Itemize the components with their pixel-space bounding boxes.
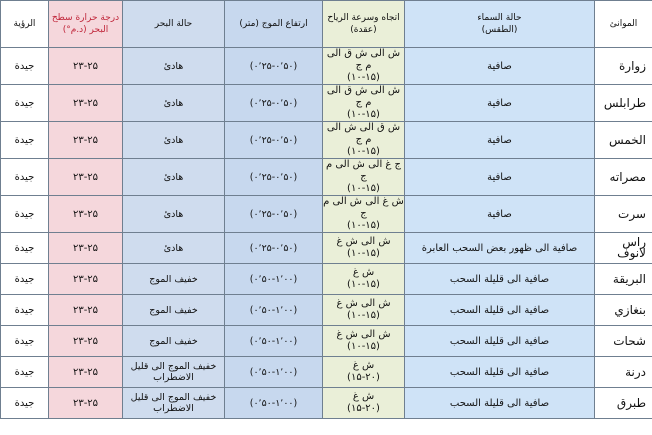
sky-condition: صافية الى ظهور بعض السحب العابرة (405, 233, 595, 264)
sea-state-line: خفيف الموج (149, 304, 198, 316)
sky-condition: صافية (405, 159, 595, 196)
sky-condition: صافية الى قليلة السحب (405, 264, 595, 295)
sky-condition: صافية الى قليلة السحب (405, 357, 595, 388)
table-row (1, 159, 652, 196)
header-sky-line-2: (الطقس) (481, 25, 518, 35)
sea-temperature: ۲۳-۲۵ (49, 159, 123, 196)
header-temp (49, 1, 123, 48)
wind-speed: (۱۰-۱۵) (347, 72, 380, 83)
port-name: طبرق (595, 388, 652, 419)
wind-cell (323, 233, 405, 264)
sea-state-line: خفيف الموج (149, 273, 198, 285)
table-row (1, 122, 652, 159)
wind-speed: (۱۰-۱۵) (347, 109, 380, 120)
port-name: راس لانوف (595, 233, 652, 264)
wind-cell (323, 326, 405, 357)
port-name: درنة (595, 357, 652, 388)
wind-speed: (۱۰-۱۵) (347, 341, 380, 352)
sea-state-line: هادئ (163, 208, 184, 220)
visibility: جيدة (1, 85, 49, 122)
wind-direction: ش غ (352, 360, 375, 371)
port-name: طرابلس (595, 85, 652, 122)
wind-direction: ش الى ش غ (336, 298, 391, 309)
sea-temperature: ۲۳-۲۵ (49, 122, 123, 159)
sea-temperature: ۲۳-۲۵ (49, 48, 123, 85)
wind-direction: ش الى ش غ (336, 236, 391, 247)
sky-condition: صافية الى قليلة السحب (405, 388, 595, 419)
visibility: جيدة (1, 233, 49, 264)
visibility: جيدة (1, 264, 49, 295)
header-sky-line-1: حالة السماء (477, 13, 522, 23)
table-row (1, 357, 652, 388)
wind-direction: ش الى ش غ (336, 329, 391, 340)
port-name: زوارة (595, 48, 652, 85)
sky-condition: صافية (405, 85, 595, 122)
visibility: جيدة (1, 48, 49, 85)
header-sky (405, 1, 595, 48)
wind-direction: ج غ الى ش الى م ج (325, 159, 402, 182)
wind-speed: (۱۰-۱۵) (347, 310, 380, 321)
visibility: جيدة (1, 122, 49, 159)
sea-state-line: الاضطراب (153, 372, 194, 383)
sea-temperature: ۲۳-۲۵ (49, 357, 123, 388)
visibility: جيدة (1, 159, 49, 196)
wind-speed: (۱۰-۱۵) (347, 146, 380, 157)
table-row (1, 264, 652, 295)
wind-cell (323, 388, 405, 419)
wind-speed: (۱۰-۱۵) (347, 248, 380, 259)
wind-cell (323, 122, 405, 159)
sea-state (123, 388, 225, 419)
sea-state (123, 233, 225, 264)
header-sea: حالة البحر (123, 1, 225, 48)
wave-height: (۰٬۲۵-۰٬۵۰) (225, 122, 323, 159)
sea-state-line: خفيف الموج الى قليل (130, 361, 217, 372)
sea-state (123, 159, 225, 196)
sea-state (123, 48, 225, 85)
forecast-rows (1, 48, 652, 419)
wave-height: (۰٬۵۰-۱٬۰۰) (225, 295, 323, 326)
header-temp-line-1: درجة حرارة سطح (51, 13, 120, 23)
sea-state (123, 326, 225, 357)
wind-direction: ش غ (352, 267, 375, 278)
sea-temperature: ۲۳-۲۵ (49, 326, 123, 357)
table-row (1, 85, 652, 122)
sky-condition: صافية (405, 122, 595, 159)
header-port: الموانئ (595, 1, 652, 48)
wind-cell (323, 295, 405, 326)
sea-state (123, 295, 225, 326)
wind-direction: ش الى ش ق الى م ج (326, 85, 401, 108)
sea-temperature: ۲۳-۲۵ (49, 295, 123, 326)
wind-cell (323, 264, 405, 295)
wind-direction: ش غ الى ش الى م ج (323, 196, 404, 219)
table-row (1, 388, 652, 419)
header-visibility: الرؤية (1, 1, 49, 48)
table-row (1, 295, 652, 326)
visibility: جيدة (1, 196, 49, 233)
port-name: الخمس (595, 122, 652, 159)
wind-cell (323, 48, 405, 85)
visibility: جيدة (1, 295, 49, 326)
wave-height: (۰٬۲۵-۰٬۵۰) (225, 159, 323, 196)
table-row (1, 48, 652, 85)
wind-speed: (۱۵-۲۰) (347, 403, 380, 414)
port-name: سرت (595, 196, 652, 233)
port-name: البريقة (595, 264, 652, 295)
wind-cell (323, 196, 405, 233)
header-wind-line-2: (عقدة) (350, 25, 377, 35)
sea-state-line: خفيف الموج (149, 335, 198, 347)
sea-state (123, 357, 225, 388)
wave-height: (۰٬۲۵-۰٬۵۰) (225, 85, 323, 122)
wave-height: (۰٬۲۵-۰٬۵۰) (225, 48, 323, 85)
sea-temperature: ۲۳-۲۵ (49, 196, 123, 233)
header-wind (323, 1, 405, 48)
wave-height: (۰٬۵۰-۱٬۰۰) (225, 326, 323, 357)
sea-state-line: هادئ (163, 134, 184, 146)
wind-speed: (۱۰-۱۵) (347, 279, 380, 290)
header-wave: ارتفاع الموج (متر) (225, 1, 323, 48)
header-wind-line-1: اتجاه وسرعة الرياح (327, 13, 400, 23)
wind-cell (323, 159, 405, 196)
wave-height: (۰٬۵۰-۱٬۰۰) (225, 357, 323, 388)
wave-height: (۰٬۲۵-۰٬۵۰) (225, 233, 323, 264)
port-name: بنغازي (595, 295, 652, 326)
sea-temperature: ۲۳-۲۵ (49, 388, 123, 419)
table-row (1, 326, 652, 357)
sea-state (123, 122, 225, 159)
wind-speed: (۱۰-۱۵) (347, 183, 380, 194)
wave-height: (۰٬۵۰-۱٬۰۰) (225, 388, 323, 419)
sea-state-line: هادئ (163, 242, 184, 254)
port-name: مصراته (595, 159, 652, 196)
sky-condition: صافية الى قليلة السحب (405, 326, 595, 357)
header-row (1, 1, 652, 48)
wind-cell (323, 357, 405, 388)
sky-condition: صافية (405, 196, 595, 233)
sea-state-line: الاضطراب (153, 403, 194, 414)
sea-state-line: هادئ (163, 171, 184, 183)
wind-speed: (۱۵-۲۰) (347, 372, 380, 383)
sea-temperature: ۲۳-۲۵ (49, 85, 123, 122)
wind-direction: ش غ (352, 391, 375, 402)
sea-temperature: ۲۳-۲۵ (49, 264, 123, 295)
visibility: جيدة (1, 326, 49, 357)
sea-state-line: خفيف الموج الى قليل (130, 392, 217, 403)
header-temp-line-2: البحر (د.م°) (62, 25, 109, 35)
wind-direction: ش الى ش ق الى م ج (326, 48, 401, 71)
wind-direction: ش ق الى ش الى م ج (326, 122, 401, 145)
wave-height: (۰٬۵۰-۱٬۰۰) (225, 264, 323, 295)
port-name: شحات (595, 326, 652, 357)
sea-state-line: هادئ (163, 60, 184, 72)
sea-state (123, 196, 225, 233)
wave-height: (۰٬۲۵-۰٬۵۰) (225, 196, 323, 233)
wind-cell (323, 85, 405, 122)
table-row (1, 233, 652, 264)
sea-state-line: هادئ (163, 97, 184, 109)
sea-state (123, 264, 225, 295)
wind-speed: (۱۰-۱۵) (347, 220, 380, 231)
visibility: جيدة (1, 357, 49, 388)
sea-temperature: ۲۳-۲۵ (49, 233, 123, 264)
sky-condition: صافية الى قليلة السحب (405, 295, 595, 326)
visibility: جيدة (1, 388, 49, 419)
table-row (1, 196, 652, 233)
sea-state (123, 85, 225, 122)
sky-condition: صافية (405, 48, 595, 85)
